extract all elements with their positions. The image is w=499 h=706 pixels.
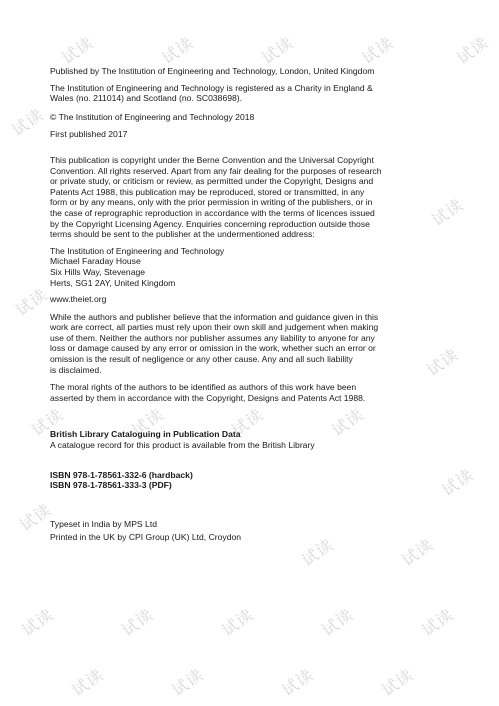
address-line: Michael Faraday House (50, 256, 141, 267)
watermark: 试读 (418, 604, 457, 640)
text-line: loss or damage caused by any error or omission in the work, whether such an error or (50, 343, 376, 354)
watermark: 试读 (8, 104, 47, 140)
text-line: Wales (no. 211014) and Scotland (no. SC038698). (50, 93, 243, 104)
disclaimer (50, 312, 450, 376)
text-line: Convention. All rights reserved. Apart from any fair dealing for the purposes of research (50, 165, 382, 176)
typeset-line: Typeset in India by MPS Ltd (50, 518, 158, 529)
watermark: 试读 (158, 32, 197, 68)
text-line: is disclaimed. (50, 364, 102, 375)
watermark: 试读 (16, 499, 55, 535)
text-line: This publication is copyright under the Berne Convention and the Universal Copyright (50, 154, 374, 165)
text-line: The Institution of Engineering and Technology is registered as a Charity in England & (50, 82, 373, 93)
watermark: 试读 (118, 604, 157, 640)
watermark: 试读 (378, 664, 417, 700)
text-line: The moral rights of the authors to be identified as authors of this work have been (50, 382, 357, 393)
text-line: use of them. Neither the authors nor publisher assumes any liability to anyone for any (50, 332, 375, 343)
watermark: 试读 (128, 404, 167, 440)
watermark: 试读 (168, 664, 207, 700)
watermark: 试读 (358, 32, 397, 68)
text-line: Patents Act 1988, this publication may be reproduced, stored or transmitted, in any (50, 186, 365, 197)
watermark: 试读 (228, 404, 267, 440)
watermark: 试读 (428, 194, 467, 230)
watermark: 试读 (28, 404, 67, 440)
watermark: 试读 (12, 284, 51, 320)
copyright-page (50, 66, 450, 543)
text-line: or private study, or criticism or review, as permitted under the Copyright, Designs and (50, 176, 374, 187)
copyright-line: © The Institution of Engineering and Technology 2018 (50, 111, 255, 122)
text-line: While the authors and publisher believe that the information and guidance given in this (50, 311, 379, 322)
first-published: First published 2017 (50, 129, 128, 140)
watermark: 试读 (258, 32, 297, 68)
publisher-address (50, 246, 450, 288)
watermark: 试读 (328, 404, 367, 440)
watermark: 试读 (278, 664, 317, 700)
watermark: 试读 (438, 464, 477, 500)
isbn-block (50, 470, 450, 491)
watermark: 试读 (58, 32, 97, 68)
cataloguing-text: A catalogue record for this product is available from the British Library (50, 440, 315, 451)
isbn-line: ISBN 978-1-78561-333-3 (PDF) (50, 480, 172, 491)
moral-rights (50, 382, 450, 403)
watermark: 试读 (398, 534, 437, 570)
watermark: 试读 (298, 534, 337, 570)
website-link[interactable]: www.theiet.org (50, 294, 107, 305)
address-line: Herts, SG1 2AY, United Kingdom (50, 277, 176, 288)
publisher-line: Published by The Institution of Engineering and Technology, London, United Kingdom (50, 66, 375, 76)
watermark: 试读 (423, 344, 462, 380)
isbn-line: ISBN 978-1-78561-332-6 (hardback) (50, 469, 193, 480)
watermark: 试读 (68, 664, 107, 700)
address-line: Six Hills Way, Stevenage (50, 266, 146, 277)
address-line: The Institution of Engineering and Technology (50, 245, 225, 256)
watermark: 试读 (318, 604, 357, 640)
text-line: terms should be sent to the publisher at the undermentioned address: (50, 229, 315, 240)
printed-line: Printed in the UK by CPI Group (UK) Ltd, Croydon (50, 532, 242, 543)
text-line: omission is the result of negligence or any other cause. Any and all such liability (50, 354, 353, 365)
text-line: by the Copyright Licensing Agency. Enquiries concerning reproduction outside those (50, 218, 370, 229)
watermark: 试读 (218, 604, 257, 640)
cataloguing-heading: British Library Cataloguing in Publication Data (50, 429, 241, 440)
text-line: form or by any means, only with the prior permission in writing of the publishers, or in (50, 197, 373, 208)
text-line: the case of reprographic reproduction in accordance with the terms of licences issued (50, 207, 375, 218)
charity-notice (50, 83, 450, 104)
text-line: asserted by them in accordance with the Copyright, Designs and Patents Act 1988. (50, 392, 366, 403)
text-line: work are correct, all parties must rely upon their own skill and judgement when making (50, 322, 379, 333)
copyright-notice (50, 155, 450, 240)
watermark: 试读 (18, 604, 57, 640)
watermark: 试读 (453, 32, 492, 68)
